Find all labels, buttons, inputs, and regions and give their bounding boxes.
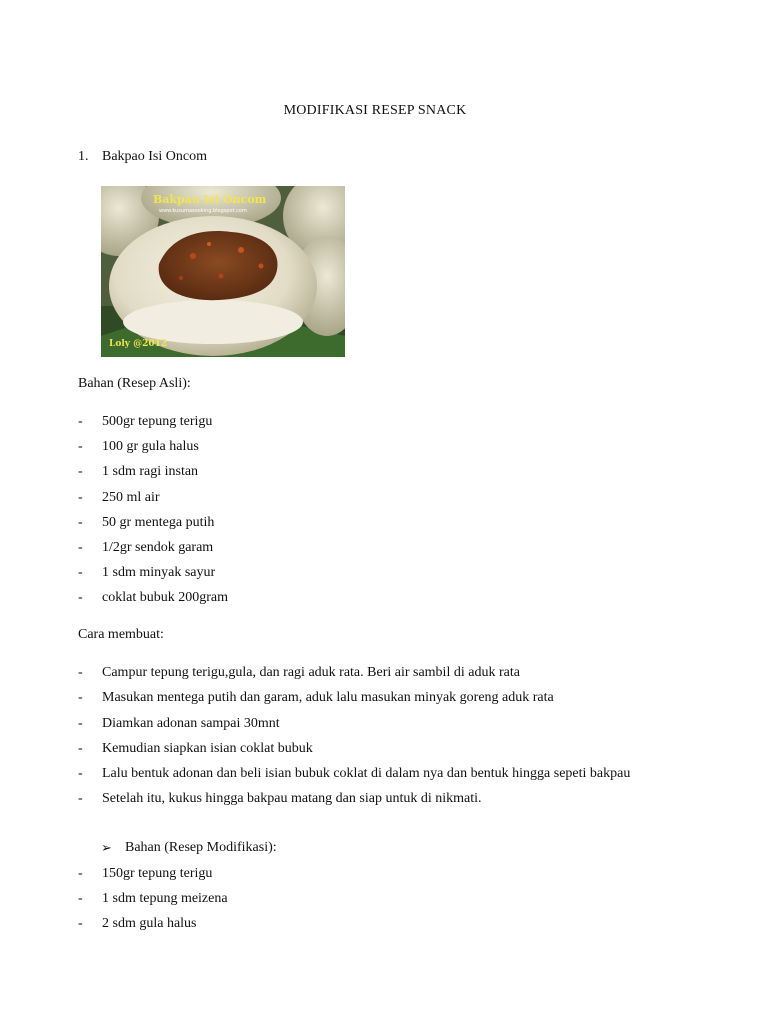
dash-bullet: - (78, 791, 83, 807)
step-item (78, 660, 630, 685)
modified-ingredient-item (78, 861, 228, 886)
modified-ingredient-item-text: 1 sdm tepung meizena (102, 891, 228, 907)
modified-ingredient-item (78, 911, 228, 936)
dash-bullet: - (78, 916, 83, 932)
dash-bullet: - (78, 715, 83, 731)
dash-bullet: - (78, 565, 83, 581)
ingredient-item-text: 1/2gr sendok garam (102, 539, 214, 555)
ingredient-item-text: 1 sdm ragi instan (102, 464, 199, 480)
ingredients-list (78, 409, 228, 611)
step-item (78, 685, 630, 710)
ingredient-item (78, 409, 228, 434)
ingredient-item-text: 500gr tepung terigu (102, 414, 213, 429)
step-item-text: Masukan mentega putih dan garam, aduk lalu masukan minyak goreng aduk rata (102, 690, 554, 706)
method-heading: Cara membuat: (78, 627, 164, 642)
ingredient-item (78, 459, 228, 484)
dash-bullet: - (78, 665, 83, 680)
photo-caption-bottom: Loly @2012 (109, 339, 168, 349)
step-item-text: Diamkan adonan sampai 30mnt (102, 715, 280, 731)
dash-bullet: - (78, 414, 83, 429)
photo-caption-url: www.kusumasooking.blogspot.com (159, 208, 247, 214)
step-item (78, 736, 630, 761)
document-title: MODIFIKASI RESEP SNACK (283, 103, 467, 118)
ingredient-item (78, 510, 228, 535)
section-number: 1. (78, 149, 89, 164)
modified-ingredient-item-text: 2 sdm gula halus (102, 916, 197, 932)
dash-bullet: - (78, 766, 83, 782)
ingredient-item-text: 1 sdm minyak sayur (102, 565, 216, 581)
steps-list (78, 660, 630, 812)
step-item-text: Kemudian siapkan isian coklat bubuk (102, 740, 313, 756)
bakpao-photo (101, 186, 345, 357)
dash-bullet: - (78, 539, 83, 555)
dash-bullet: - (78, 740, 83, 756)
step-item (78, 761, 630, 786)
dash-bullet: - (78, 514, 83, 530)
modified-heading-row (101, 840, 277, 856)
step-item (78, 711, 630, 736)
ingredients-heading: Bahan (Resep Asli): (78, 376, 191, 391)
ingredient-item (78, 535, 228, 560)
step-item-text: Setelah itu, kukus hingga bakpau matang dan siap untuk di nikmati. (102, 791, 482, 807)
photo-caption-top: Bakpau Isi Oncom (153, 193, 267, 206)
step-item-text: Lalu bentuk adonan dan beli isian bubuk coklat di dalam nya dan bentuk hingga sepeti bakpau (102, 766, 631, 782)
dash-bullet: - (78, 489, 83, 505)
ingredient-item (78, 585, 228, 610)
ingredient-item (78, 560, 228, 585)
arrow-bullet-icon: ➢ (101, 840, 112, 855)
ingredient-item-text: 250 ml air (102, 489, 160, 505)
step-item (78, 786, 630, 811)
dash-bullet: - (78, 464, 83, 480)
section-heading (78, 149, 207, 165)
ingredient-item-text: 50 gr mentega putih (102, 514, 215, 530)
dash-bullet: - (78, 866, 83, 881)
step-item-text: Campur tepung terigu,gula, dan ragi aduk rata. Beri air sambil di aduk rata (102, 665, 520, 680)
modified-heading: Bahan (Resep Modifikasi): (125, 840, 277, 855)
modified-ingredient-item-text: 150gr tepung terigu (102, 866, 213, 881)
dash-bullet: - (78, 891, 83, 907)
ingredient-item-text: 100 gr gula halus (102, 439, 199, 455)
modified-ingredients-list (78, 861, 228, 937)
ingredient-item (78, 485, 228, 510)
ingredient-item-text: coklat bubuk 200gram (102, 590, 228, 606)
section-title: Bakpao Isi Oncom (102, 149, 207, 164)
ingredient-item (78, 434, 228, 459)
dash-bullet: - (78, 439, 83, 455)
modified-ingredient-item (78, 886, 228, 911)
dash-bullet: - (78, 690, 83, 706)
dash-bullet: - (78, 590, 83, 606)
